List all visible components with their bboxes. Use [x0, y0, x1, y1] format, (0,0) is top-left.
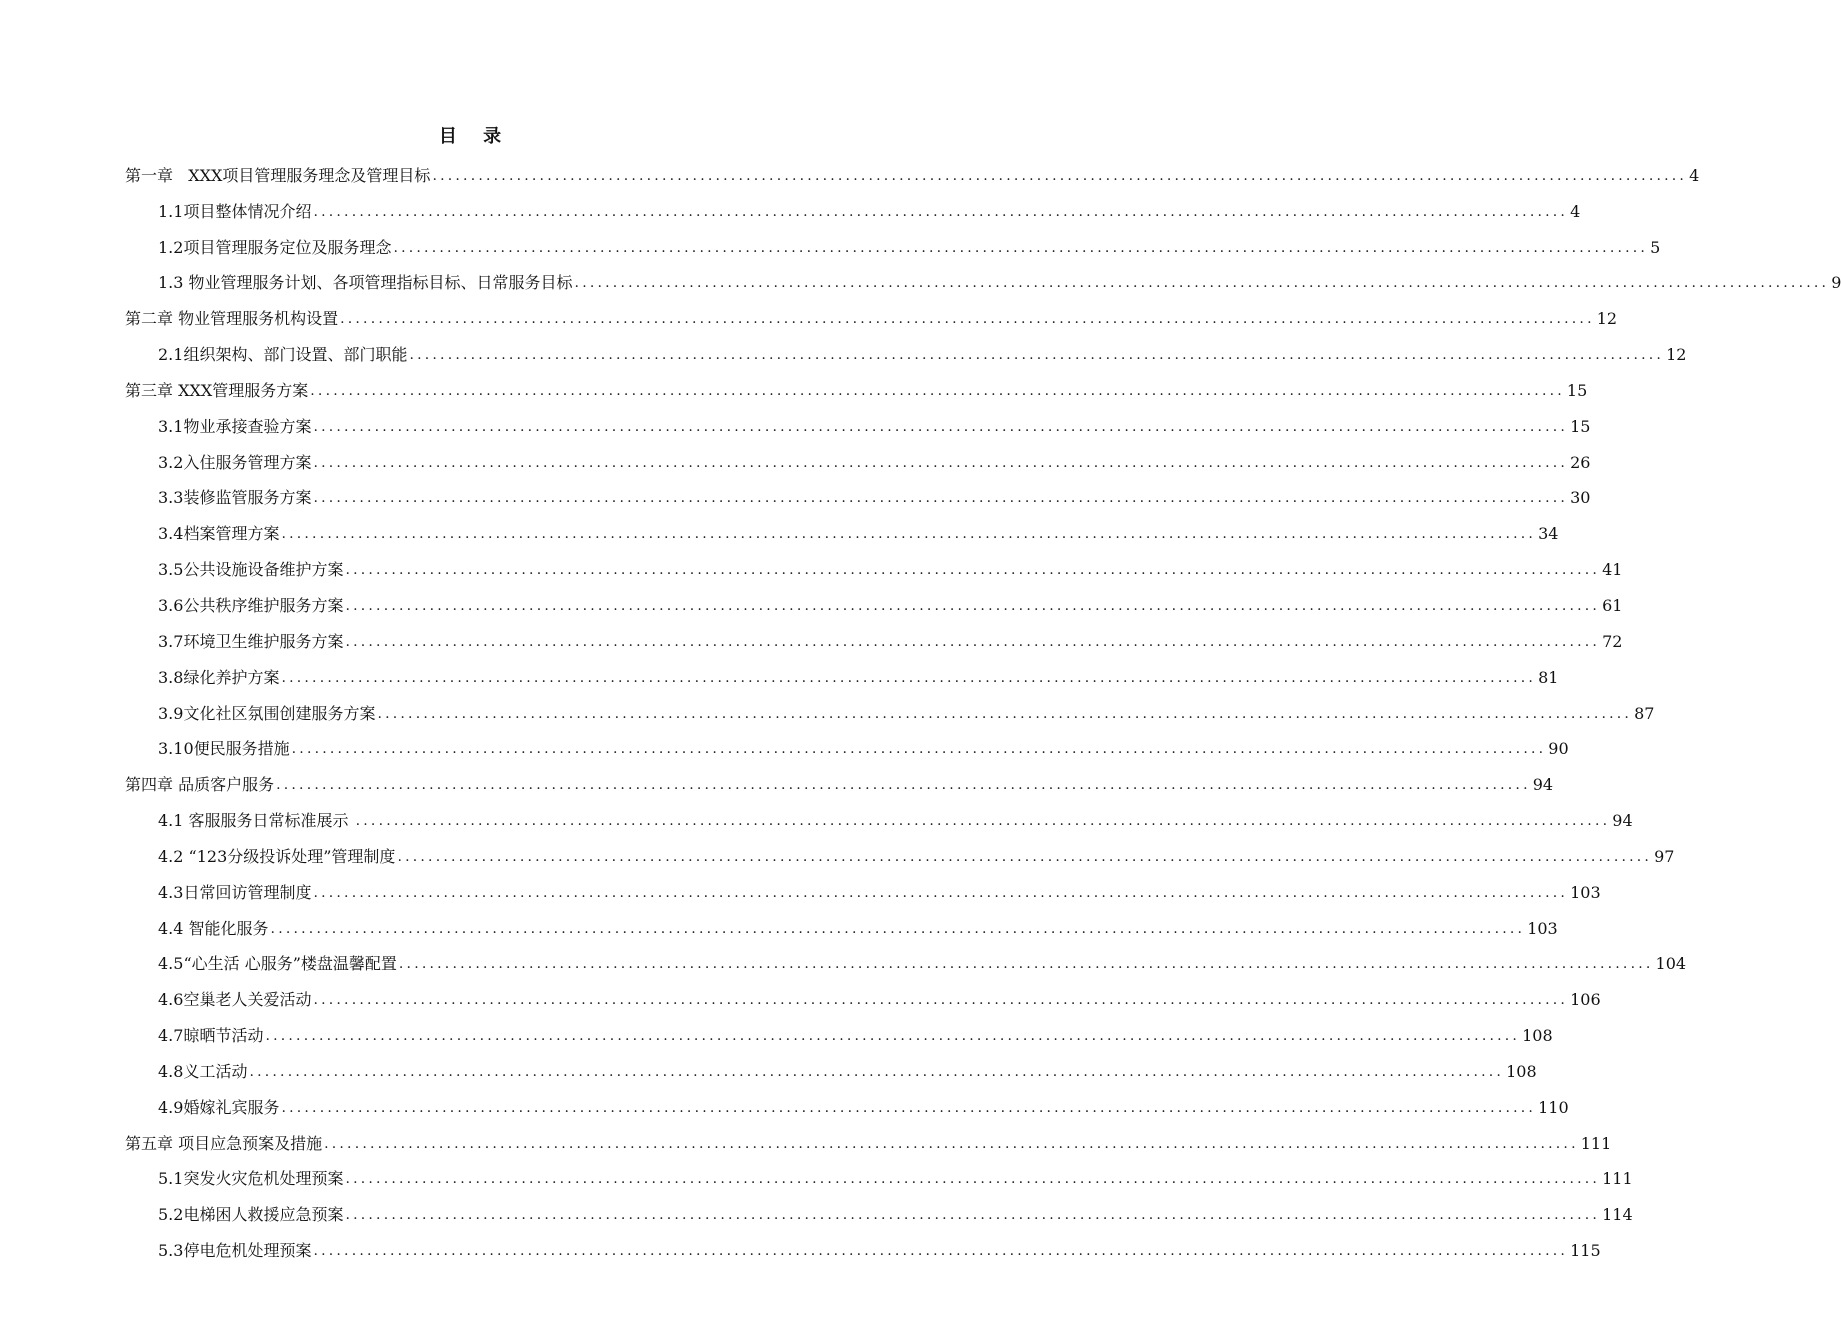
toc-page-number: 114: [1602, 1205, 1633, 1225]
toc-page-number: 12: [1666, 345, 1687, 365]
toc-dot-leader: ....................................................................................................................................................................: [249, 1063, 1505, 1080]
toc-page-number: 90: [1548, 739, 1569, 759]
toc-list: [125, 152, 1841, 1263]
toc-section-entry[interactable]: [125, 726, 1569, 762]
toc-entry-label: 4.2 “123分级投诉处理”管理制度: [158, 846, 396, 866]
toc-dot-leader: ....................................................................................................................................................................: [397, 848, 1653, 865]
toc-page-number: 103: [1570, 882, 1601, 902]
toc-entry-label: 3.8绿化养护方案: [158, 667, 280, 687]
toc-section-entry[interactable]: [125, 976, 1601, 1012]
toc-page-number: 111: [1580, 1133, 1612, 1153]
toc-page-number: 87: [1634, 703, 1655, 723]
toc-section-entry[interactable]: [125, 905, 1558, 941]
toc-section-entry[interactable]: [125, 224, 1661, 260]
toc-page-number: 110: [1538, 1097, 1569, 1117]
toc-section-entry[interactable]: [125, 1084, 1569, 1120]
toc-entry-label: 3.7环境卫生维护服务方案: [158, 631, 344, 651]
toc-chapter-entry[interactable]: [125, 761, 1554, 797]
toc-section-entry[interactable]: [125, 510, 1559, 546]
toc-entry-label: 第四章 品质客户服务: [125, 775, 275, 795]
toc-section-entry[interactable]: [125, 403, 1591, 439]
toc-entry-label: 第五章 项目应急预案及措施: [125, 1133, 323, 1153]
toc-entry-label: 第一章 XXX项目管理服务理念及管理目标: [125, 165, 431, 185]
toc-entry-label: 5.1突发火灾危机处理预案: [158, 1169, 344, 1189]
toc-entry-label: 4.4 智能化服务: [158, 918, 269, 938]
toc-dot-leader: ....................................................................................................................................................................: [377, 705, 1633, 722]
toc-dot-leader: ....................................................................................................................................................................: [345, 1171, 1601, 1188]
toc-dot-leader: ....................................................................................................................................................................: [265, 1028, 1521, 1045]
toc-dot-leader: ....................................................................................................................................................................: [313, 992, 1569, 1009]
toc-entry-label: 第二章 物业管理服务机构设置: [125, 309, 339, 329]
toc-entry-label: 3.10便民服务措施: [158, 739, 290, 759]
toc-section-entry[interactable]: [125, 690, 1655, 726]
toc-page-number: 4: [1689, 165, 1700, 185]
toc-dot-leader: ....................................................................................................................................................................: [340, 311, 1595, 328]
toc-entry-label: 3.9文化社区氛围创建服务方案: [158, 703, 376, 723]
toc-dot-leader: ....................................................................................................................................................................: [313, 418, 1569, 435]
toc-entry-label: 2.1组织架构、部门设置、部门职能: [158, 345, 408, 365]
toc-page-number: 26: [1570, 452, 1591, 472]
toc-section-entry[interactable]: [125, 1048, 1537, 1084]
toc-section-entry[interactable]: [125, 582, 1623, 618]
toc-entry-label: 4.9婚嫁礼宾服务: [158, 1097, 280, 1117]
toc-page-number: 9: [1831, 273, 1841, 293]
toc-dot-leader: ....................................................................................................................................................................: [398, 956, 1654, 973]
toc-dot-leader: ....................................................................................................................................................................: [276, 777, 1531, 794]
toc-entry-label: 4.1 客服服务日常标准展示: [158, 811, 354, 831]
toc-dot-leader: ....................................................................................................................................................................: [409, 347, 1665, 364]
toc-chapter-entry[interactable]: [125, 1120, 1612, 1156]
toc-dot-leader: ....................................................................................................................................................................: [345, 562, 1601, 579]
toc-dot-leader: ....................................................................................................................................................................: [281, 1099, 1537, 1116]
toc-page-number: 106: [1570, 990, 1601, 1010]
toc-entry-label: 3.2入住服务管理方案: [158, 452, 312, 472]
toc-section-entry[interactable]: [125, 475, 1591, 511]
toc-page-number: 30: [1570, 488, 1591, 508]
toc-dot-leader: ....................................................................................................................................................................: [313, 490, 1569, 507]
toc-entry-label: 第三章 XXX管理服务方案: [125, 380, 309, 400]
toc-section-entry[interactable]: [125, 833, 1675, 869]
toc-entry-label: 3.5公共设施设备维护方案: [158, 560, 344, 580]
toc-page-number: 5: [1650, 237, 1661, 257]
toc-page-number: 97: [1654, 846, 1675, 866]
toc-page-number: 104: [1655, 954, 1687, 974]
toc-dot-leader: ....................................................................................................................................................................: [313, 1243, 1569, 1260]
toc-section-entry[interactable]: [125, 869, 1601, 905]
toc-entry-label: 1.2项目管理服务定位及服务理念: [158, 237, 392, 257]
toc-page-number: 94: [1612, 811, 1633, 831]
toc-dot-leader: ....................................................................................................................................................................: [291, 741, 1547, 758]
toc-dot-leader: ....................................................................................................................................................................: [345, 633, 1601, 650]
toc-entry-label: 4.3日常回访管理制度: [158, 882, 312, 902]
toc-entry-label: 3.6公共秩序维护服务方案: [158, 595, 344, 615]
toc-section-entry[interactable]: [125, 1012, 1553, 1048]
toc-entry-label: 1.3 物业管理服务计划、各项管理指标目标、日常服务目标: [158, 273, 573, 293]
toc-entry-label: 3.3装修监管服务方案: [158, 488, 312, 508]
toc-page-number: 72: [1602, 631, 1623, 651]
toc-dot-leader: ....................................................................................................................................................................: [270, 920, 1526, 937]
toc-page-number: 111: [1602, 1169, 1633, 1189]
toc-dot-leader: ....................................................................................................................................................................: [324, 1135, 1579, 1152]
toc-entry-label: 5.3停电危机处理预案: [158, 1241, 312, 1261]
toc-dot-leader: ....................................................................................................................................................................: [281, 669, 1537, 686]
toc-section-entry[interactable]: [125, 260, 1841, 296]
toc-page-number: 4: [1570, 201, 1581, 221]
toc-section-entry[interactable]: [125, 1191, 1633, 1227]
toc-section-entry[interactable]: [125, 331, 1687, 367]
toc-page-number: 12: [1596, 309, 1618, 329]
toc-section-entry[interactable]: [125, 546, 1623, 582]
toc-dot-leader: ....................................................................................................................................................................: [345, 1207, 1601, 1224]
toc-page-number: 94: [1532, 775, 1554, 795]
toc-section-entry[interactable]: [125, 1227, 1601, 1263]
toc-section-entry[interactable]: [125, 797, 1633, 833]
toc-entry-label: 4.5“心生活 心服务”楼盘温馨配置: [158, 954, 397, 974]
toc-entry-label: 3.1物业承接查验方案: [158, 416, 312, 436]
toc-entry-label: 4.8义工活动: [158, 1061, 248, 1081]
toc-page-number: 34: [1538, 524, 1559, 544]
toc-section-entry[interactable]: [125, 941, 1687, 977]
toc-page-number: 81: [1538, 667, 1559, 687]
toc-entry-label: 5.2电梯困人救援应急预案: [158, 1205, 344, 1225]
toc-section-entry[interactable]: [125, 188, 1581, 224]
toc-page-number: 15: [1570, 416, 1591, 436]
toc-entry-label: 1.1项目整体情况介绍: [158, 201, 312, 221]
toc-chapter-entry[interactable]: [125, 295, 1618, 331]
toc-section-entry[interactable]: [125, 439, 1591, 475]
toc-dot-leader: ....................................................................................................................................................................: [432, 167, 1688, 184]
toc-page-number: 41: [1602, 560, 1623, 580]
toc-dot-leader: ....................................................................................................................................................................: [574, 275, 1830, 292]
toc-dot-leader: ....................................................................................................................................................................: [313, 884, 1569, 901]
toc-dot-leader: ....................................................................................................................................................................: [355, 813, 1611, 830]
toc-section-entry[interactable]: [125, 1156, 1633, 1192]
toc-page-number: 115: [1570, 1241, 1601, 1261]
toc-entry-label: 3.4档案管理方案: [158, 524, 280, 544]
toc-chapter-entry[interactable]: [125, 152, 1700, 188]
toc-dot-leader: ....................................................................................................................................................................: [313, 203, 1569, 220]
toc-section-entry[interactable]: [125, 654, 1559, 690]
toc-page-number: 108: [1522, 1026, 1553, 1046]
toc-entry-label: 4.6空巢老人关爱活动: [158, 990, 312, 1010]
toc-dot-leader: ....................................................................................................................................................................: [345, 597, 1601, 614]
toc-page-number: 61: [1602, 595, 1623, 615]
toc-page-number: 103: [1527, 918, 1558, 938]
toc-dot-leader: ....................................................................................................................................................................: [393, 239, 1649, 256]
toc-dot-leader: ....................................................................................................................................................................: [310, 382, 1565, 399]
toc-dot-leader: ....................................................................................................................................................................: [313, 454, 1569, 471]
toc-section-entry[interactable]: [125, 618, 1623, 654]
toc-chapter-entry[interactable]: [125, 367, 1588, 403]
toc-page-number: 15: [1566, 380, 1588, 400]
toc-page-number: 108: [1506, 1061, 1537, 1081]
toc-title: 目 录: [438, 126, 512, 147]
toc-entry-label: 4.7晾晒节活动: [158, 1026, 264, 1046]
toc-dot-leader: ....................................................................................................................................................................: [281, 526, 1537, 543]
